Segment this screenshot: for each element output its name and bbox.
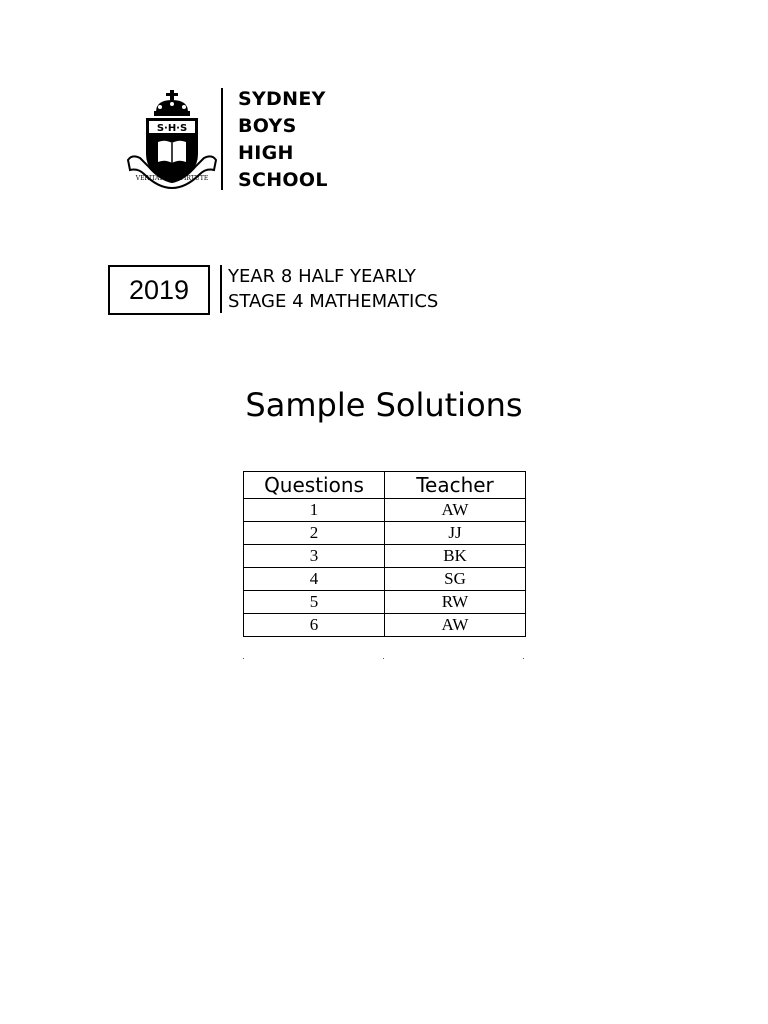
- crest-initials: S·H·S: [156, 123, 188, 134]
- school-name-line: HIGH: [238, 142, 294, 164]
- exam-description: [228, 264, 438, 314]
- teacher-initials: RW: [385, 591, 526, 614]
- school-crest: [126, 88, 218, 192]
- column-header-questions: Questions: [244, 472, 385, 499]
- question-number: 2: [244, 522, 385, 545]
- table-artifact-dot: [243, 658, 244, 659]
- table-row: [244, 522, 526, 545]
- question-number: 3: [244, 545, 385, 568]
- column-header-teacher: Teacher: [385, 472, 526, 499]
- teacher-initials: AW: [385, 614, 526, 637]
- exam-divider: [220, 265, 222, 313]
- exam-line: YEAR 8 HALF YEARLY: [228, 266, 416, 287]
- school-name: [238, 86, 328, 194]
- table-row: [244, 591, 526, 614]
- school-name-line: SCHOOL: [238, 169, 328, 191]
- school-name-line: SYDNEY: [238, 88, 326, 110]
- question-number: 1: [244, 499, 385, 522]
- table-artifact-dot: [523, 658, 524, 659]
- table-row: [244, 499, 526, 522]
- table-header-row: [244, 472, 526, 499]
- question-number: 6: [244, 614, 385, 637]
- exam-line: STAGE 4 MATHEMATICS: [228, 291, 439, 312]
- table-row: [244, 568, 526, 591]
- book-icon: [158, 141, 186, 163]
- table-artifact-dot: [383, 658, 384, 659]
- exam-year-box: 2019: [108, 265, 210, 315]
- teacher-initials: SG: [385, 568, 526, 591]
- crown-icon: [154, 90, 190, 116]
- teacher-initials: BK: [385, 545, 526, 568]
- teacher-initials: AW: [385, 499, 526, 522]
- table-row: [244, 614, 526, 637]
- school-name-line: BOYS: [238, 115, 297, 137]
- page-title: Sample Solutions: [245, 386, 523, 424]
- school-divider: [221, 88, 223, 190]
- crest-motto: VERITATE ET VIRTUTE: [135, 175, 209, 182]
- question-number: 4: [244, 568, 385, 591]
- question-number: 5: [244, 591, 385, 614]
- teacher-initials: JJ: [385, 522, 526, 545]
- question-teacher-table: [243, 471, 526, 637]
- table-row: [244, 545, 526, 568]
